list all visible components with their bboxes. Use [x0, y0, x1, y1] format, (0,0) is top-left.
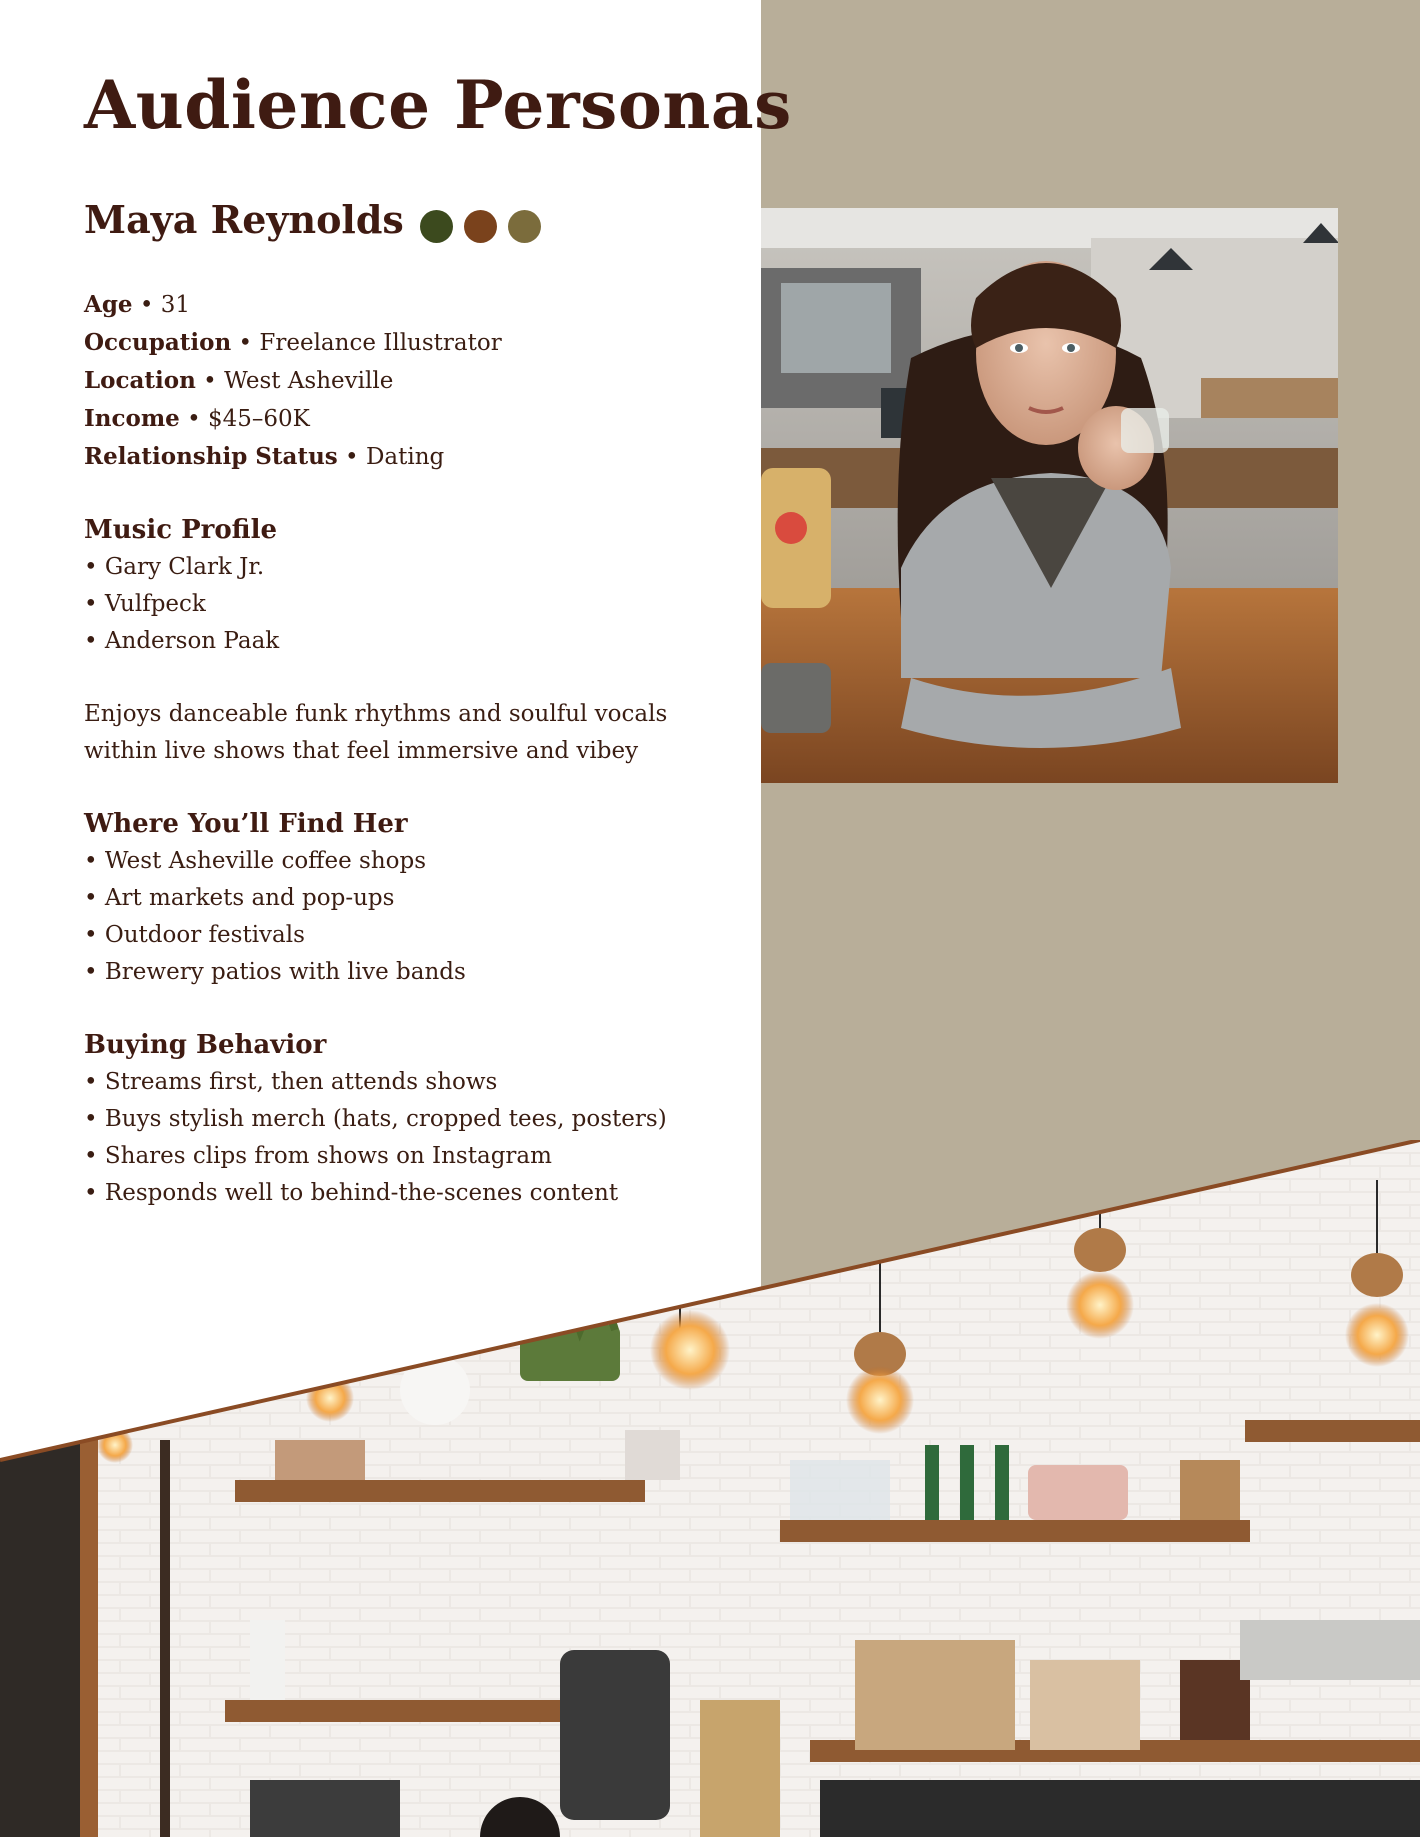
- music-item: • Anderson Paak: [84, 628, 280, 654]
- color-palette: [420, 210, 541, 243]
- where-to-find-heading: Where You’ll Find Her: [84, 809, 408, 839]
- behavior-item: • Responds well to behind-the-scenes content: [84, 1180, 619, 1206]
- buying-behavior-heading: Buying Behavior: [84, 1030, 327, 1060]
- palette-dot-khaki: [508, 210, 541, 243]
- behavior-item: • Streams first, then attends shows: [84, 1069, 498, 1095]
- detail-relationship: Relationship Status • Dating: [84, 443, 445, 470]
- location-item: • Outdoor festivals: [84, 922, 305, 948]
- palette-dot-olive: [420, 210, 453, 243]
- location-item: • Art markets and pop-ups: [84, 885, 395, 911]
- location-item: • West Asheville coffee shops: [84, 848, 427, 874]
- detail-age: Age • 31: [84, 291, 191, 318]
- location-item: • Brewery patios with live bands: [84, 959, 466, 985]
- detail-income: Income • $45–60K: [84, 405, 310, 432]
- detail-location: Location • West Asheville: [84, 367, 394, 394]
- music-profile-heading: Music Profile: [84, 515, 277, 545]
- persona-photo: [761, 208, 1338, 783]
- page-title: Audience Personas: [84, 66, 792, 144]
- behavior-item: • Shares clips from shows on Instagram: [84, 1143, 552, 1169]
- persona-name: Maya Reynolds: [84, 197, 404, 242]
- description-line: within live shows that feel immersive and vibey: [84, 738, 639, 764]
- music-item: • Gary Clark Jr.: [84, 554, 265, 580]
- persona-description: [84, 696, 744, 770]
- detail-occupation: Occupation • Freelance Illustrator: [84, 329, 502, 356]
- music-item: • Vulfpeck: [84, 591, 206, 617]
- persona-content: [84, 286, 744, 1212]
- palette-dot-rust: [464, 210, 497, 243]
- description-line: Enjoys danceable funk rhythms and soulful vocals: [84, 701, 668, 727]
- behavior-item: • Buys stylish merch (hats, cropped tees, posters): [84, 1106, 667, 1132]
- cafe-photo: [0, 1140, 1420, 1837]
